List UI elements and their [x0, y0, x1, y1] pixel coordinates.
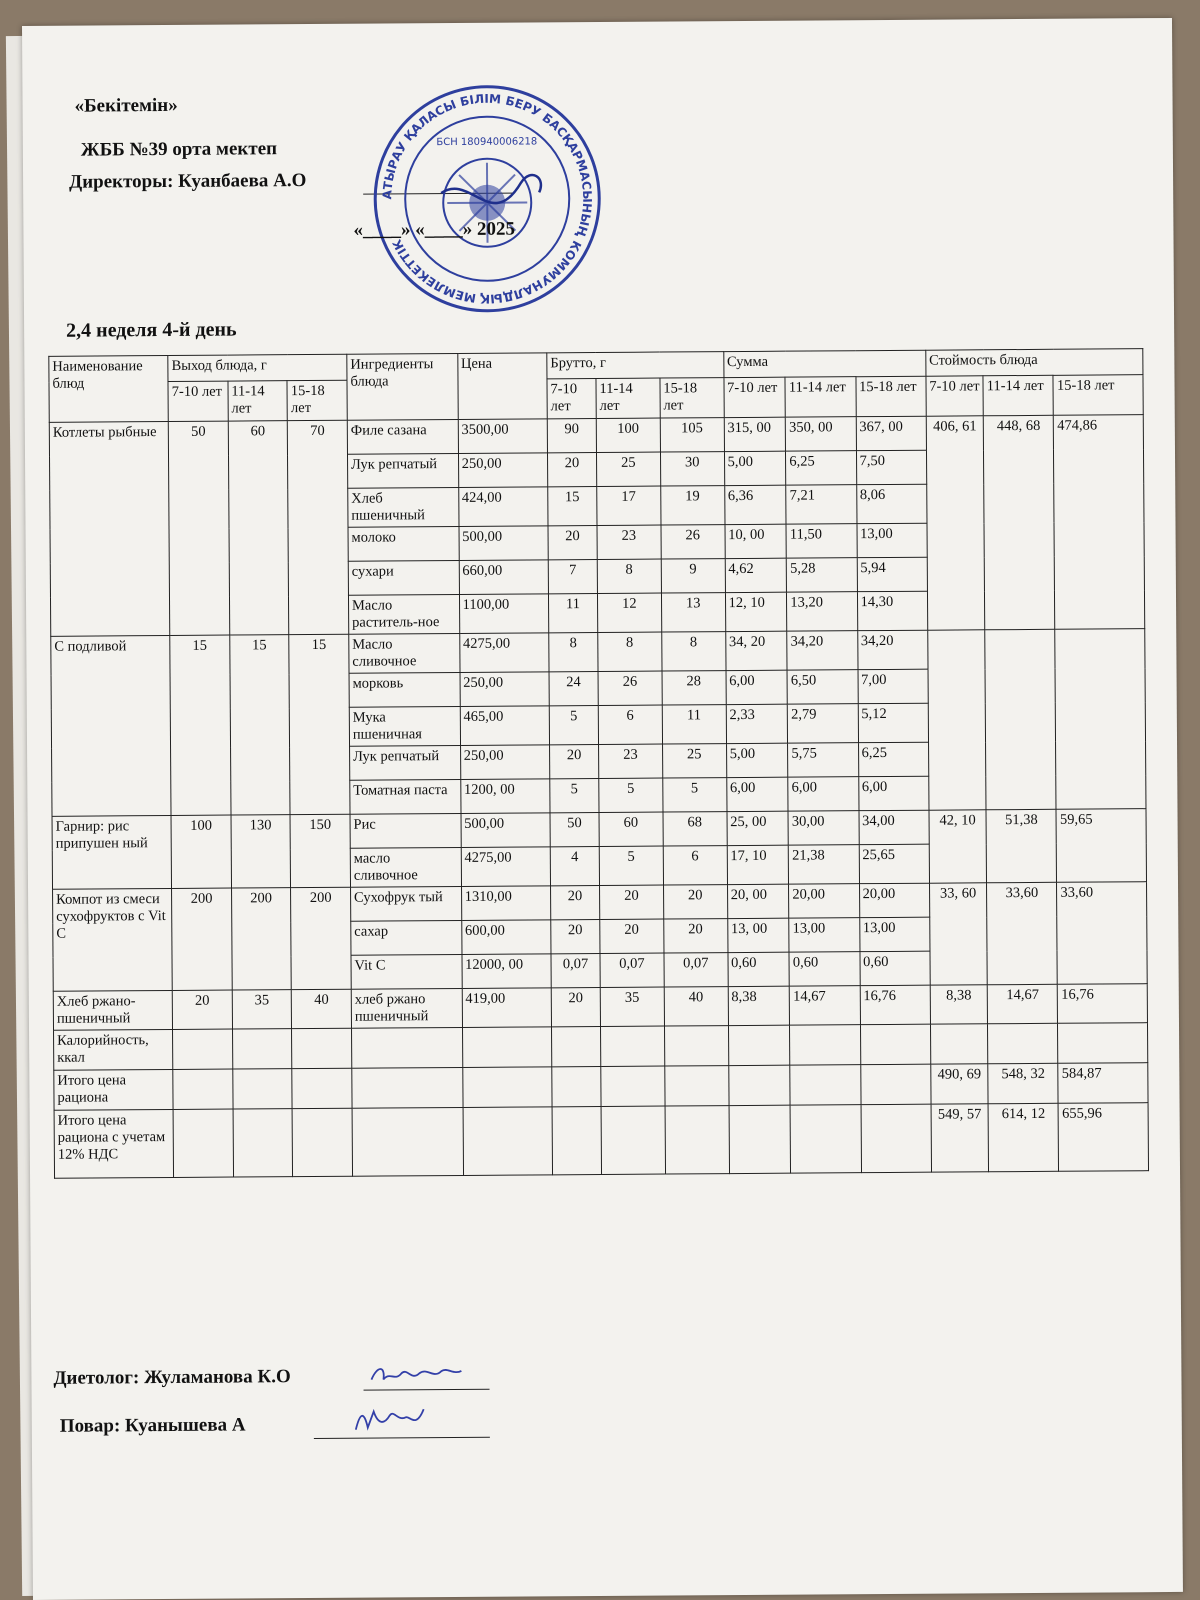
ingredient-price: 500,00 [459, 526, 549, 561]
ingredient-price: 12000, 00 [462, 954, 552, 989]
ingredient-brutto: 13 [661, 593, 725, 632]
dish-cost [928, 630, 987, 810]
ingredient-name: Мука пшеничная [349, 706, 460, 746]
ingredient-brutto: 20 [550, 744, 599, 778]
empty-cell [552, 1066, 601, 1106]
ingredient-price: 250,00 [460, 745, 550, 780]
ingredient-brutto: 30 [660, 452, 724, 486]
total-value: 548, 32 [988, 1063, 1058, 1103]
empty-cell [552, 1106, 601, 1174]
age-11-14: 11-14 лет [785, 377, 855, 417]
ingredient-brutto: 90 [547, 419, 596, 453]
empty-cell [728, 1065, 790, 1105]
dish-name: С подливой [51, 635, 171, 816]
menu-sheet [22, 18, 1183, 1600]
ingredient-sum: 6,00 [858, 776, 928, 810]
ingredient-brutto: 25 [662, 744, 726, 778]
empty-cell [790, 1025, 860, 1065]
ingredient-name: Лук репчатый [349, 745, 460, 780]
ingredient-name: Хлеб пшеничный [348, 487, 459, 527]
ingredient-brutto: 8 [597, 559, 661, 593]
total-label: Итого цена рациона с учетам 12% НДС [54, 1109, 174, 1178]
ingredient-sum: 315, 00 [724, 417, 786, 451]
ingredient-sum: 5,75 [788, 743, 858, 777]
empty-cell [462, 1027, 552, 1068]
ingredient-sum: 17, 10 [727, 845, 789, 884]
ingredient-name: Рис [350, 813, 461, 848]
ingredient-sum: 6,25 [786, 451, 856, 485]
ingredient-sum: 6,00 [726, 777, 788, 811]
ingredient-sum: 14,67 [790, 986, 860, 1025]
empty-cell [462, 1067, 552, 1108]
total-value: 490, 69 [931, 1064, 989, 1104]
ingredient-sum: 13, 00 [727, 918, 789, 952]
ingredient-brutto: 20 [550, 885, 599, 919]
ingredient-brutto: 5 [599, 778, 663, 812]
ingredient-sum: 7,00 [858, 669, 928, 703]
ingredient-price: 1200, 00 [460, 779, 550, 814]
dish-cost: 8,38 [930, 985, 988, 1024]
ingredient-brutto: 20 [663, 885, 727, 919]
dish-name: Компот из смеси сухофруктов с Vit C [53, 888, 173, 991]
ingredient-sum: 0,60 [728, 952, 790, 986]
table-row [51, 629, 1145, 676]
empty-cell [233, 1069, 293, 1109]
ingredient-brutto: 40 [664, 987, 728, 1026]
ingredient-sum: 30,00 [788, 811, 858, 845]
age-11-14: 11-14 лет [228, 381, 288, 421]
ingredient-sum: 5,00 [726, 743, 788, 777]
dietitian-signature [367, 1361, 467, 1390]
ingredient-brutto: 6 [663, 846, 727, 885]
ingredient-name: Масло раститель-ное [348, 594, 459, 634]
ingredient-name: Масло сливочное [349, 633, 460, 673]
dish-output: 60 [228, 421, 289, 635]
ingredient-sum: 6,25 [858, 742, 928, 776]
ingredient-price: 465,00 [460, 706, 550, 746]
ingredient-name: хлеб ржано пшеничный [351, 988, 462, 1028]
ingredient-brutto: 6 [598, 705, 662, 744]
header-brutto: Брутто, г [547, 352, 724, 379]
table-row [52, 809, 1146, 851]
ingredient-name: Сухофрук тый [350, 886, 461, 921]
ingredient-brutto: 23 [597, 525, 661, 559]
age-7-10: 7-10 лет [168, 381, 228, 421]
ingredient-brutto: 9 [661, 559, 725, 593]
ingredient-brutto: 15 [548, 486, 597, 525]
header-price: Цена [457, 353, 547, 420]
ingredient-brutto: 26 [598, 671, 662, 705]
ingredient-brutto: 20 [664, 919, 728, 953]
empty-cell [601, 1106, 665, 1174]
dish-name: Гарнир: рис припушен ный [52, 815, 172, 889]
official-stamp [370, 82, 604, 316]
ingredient-brutto: 17 [597, 486, 661, 525]
empty-cell [292, 1028, 352, 1068]
ingredient-brutto: 50 [550, 812, 599, 846]
age-15-18: 15-18 лет [660, 378, 724, 418]
empty-cell [665, 1066, 729, 1106]
age-11-14: 11-14 лет [983, 375, 1053, 415]
ingredient-brutto: 8 [661, 632, 725, 671]
menu-table-body [49, 415, 1148, 1179]
ingredient-brutto: 20 [547, 453, 596, 487]
ingredient-sum: 13,00 [857, 523, 927, 557]
ingredient-brutto: 11 [662, 705, 726, 744]
ingredient-name: сахар [351, 920, 462, 955]
ingredient-brutto: 5 [663, 778, 727, 812]
total-value: 584,87 [1058, 1063, 1148, 1104]
age-15-18: 15-18 лет [287, 380, 347, 420]
ingredient-sum: 16,76 [860, 985, 931, 1024]
dish-output: 70 [288, 420, 349, 634]
empty-cell [860, 1064, 931, 1104]
ingredient-brutto: 20 [551, 919, 600, 953]
ingredient-brutto: 35 [600, 987, 664, 1026]
dish-cost: 448, 68 [983, 415, 1055, 629]
ingredient-sum: 7,50 [856, 450, 926, 484]
age-7-10: 7-10 лет [926, 376, 984, 416]
ingredient-brutto: 5 [599, 846, 663, 885]
ingredient-brutto: 23 [598, 744, 662, 778]
dish-output: 15 [230, 635, 291, 815]
empty-cell [173, 1069, 233, 1109]
dish-output: 150 [290, 814, 350, 887]
ingredient-sum: 0,60 [860, 951, 930, 985]
cook-name: Повар: Куанышева А [59, 1414, 246, 1437]
dish-cost: 33,60 [987, 882, 1058, 984]
ingredient-brutto: 26 [661, 525, 725, 559]
ingredient-sum: 5,00 [724, 451, 786, 485]
dish-output: 50 [168, 421, 229, 635]
empty-cell [232, 1029, 292, 1069]
ingredient-name: сухари [348, 560, 459, 595]
ingredient-sum: 20,00 [859, 883, 929, 917]
menu-table [48, 348, 1149, 1179]
ingredient-brutto: 20 [551, 987, 600, 1026]
ingredient-sum: 13,00 [859, 917, 929, 951]
ingredient-brutto: 5 [549, 705, 598, 744]
ingredient-brutto: 12 [597, 593, 661, 632]
dish-output: 130 [231, 815, 291, 888]
ingredient-price: 3500,00 [458, 419, 548, 454]
dish-output: 15 [170, 635, 231, 815]
ingredient-sum: 25,65 [859, 844, 930, 883]
total-row [54, 1103, 1148, 1179]
ingredient-brutto: 0,07 [551, 953, 600, 987]
empty-cell [463, 1107, 553, 1176]
ingredient-brutto: 20 [548, 525, 597, 559]
stamp-ring-text: АТЫРАУ ҚАЛАСЫ БІЛІМ БЕРУ БАСҚАРМАСЫНЫҢ КОММУНАЛДЫҚ МЕМЛЕКЕТТІК [380, 91, 595, 306]
week-day-title: 2,4 неделя 4-й день [66, 318, 237, 342]
ingredient-brutto: 60 [599, 812, 663, 846]
ingredient-brutto: 7 [548, 559, 597, 593]
ingredient-brutto: 20 [599, 885, 663, 919]
ingredient-sum: 6,00 [788, 777, 858, 811]
ingredient-sum: 2,33 [726, 704, 788, 743]
ingredient-brutto: 100 [596, 418, 660, 452]
dish-cost: 16,76 [1058, 984, 1148, 1024]
dish-cost: 59,65 [1056, 809, 1146, 883]
total-value: 549, 57 [931, 1104, 989, 1172]
ingredient-sum: 6,50 [787, 670, 857, 704]
ingredient-sum: 4,62 [725, 558, 787, 592]
dish-name: Хлеб ржано-пшеничный [53, 990, 172, 1030]
empty-cell [601, 1066, 665, 1106]
empty-cell [665, 1106, 729, 1174]
ingredient-sum: 13,00 [789, 918, 859, 952]
ingredient-sum: 8,38 [728, 986, 790, 1025]
age-7-10: 7-10 лет [547, 379, 596, 419]
empty-cell [351, 1027, 462, 1068]
ingredient-sum: 12, 10 [725, 592, 787, 631]
ingredient-name: Лук репчатый [347, 453, 458, 488]
empty-cell [790, 1105, 861, 1173]
empty-cell [790, 1065, 860, 1105]
ingredient-sum: 6,00 [726, 670, 788, 704]
dish-cost: 14,67 [987, 984, 1057, 1023]
age-15-18: 15-18 лет [855, 376, 926, 416]
ingredient-price: 250,00 [458, 453, 548, 488]
ingredient-brutto: 28 [662, 671, 726, 705]
dish-cost: 33,60 [1057, 882, 1147, 985]
total-value [1058, 1023, 1148, 1064]
ingredient-price: 500,00 [461, 813, 551, 848]
empty-cell [861, 1104, 932, 1172]
cook-signature [350, 1403, 430, 1438]
ingredient-brutto: 5 [550, 778, 599, 812]
empty-cell [292, 1068, 352, 1108]
ingredient-brutto: 20 [600, 919, 664, 953]
ingredient-sum: 0,60 [789, 952, 859, 986]
header-dish: Наименование блюд [49, 355, 169, 422]
empty-cell [173, 1029, 233, 1069]
dish-output: 100 [171, 815, 231, 888]
table-row [49, 415, 1143, 457]
ingredient-name: масло сливочное [350, 847, 461, 887]
empty-cell [233, 1109, 293, 1177]
ingredient-brutto: 68 [663, 812, 727, 846]
ingredient-price: 1310,00 [461, 886, 551, 921]
table-row [53, 882, 1147, 924]
director-name: Директоры: Куанбаева А.О [69, 170, 307, 193]
total-value: 614, 12 [988, 1103, 1059, 1171]
empty-cell [292, 1108, 352, 1176]
ingredient-brutto: 25 [596, 452, 660, 486]
dish-output: 35 [232, 990, 292, 1029]
empty-cell [860, 1024, 931, 1064]
ingredient-price: 424,00 [458, 487, 548, 527]
ingredient-sum: 5,12 [858, 703, 929, 742]
header-cost: Стоймость блюда [926, 349, 1143, 377]
ingredient-name: молоко [348, 526, 459, 561]
ingredient-price: 419,00 [462, 988, 552, 1028]
ingredient-brutto: 19 [660, 486, 724, 525]
empty-cell [728, 1025, 790, 1065]
ingredient-name: морковь [349, 672, 460, 707]
ingredient-sum: 6,36 [724, 485, 786, 524]
ingredient-sum: 8,06 [856, 484, 927, 523]
dish-name: Котлеты рыбные [49, 421, 170, 636]
age-15-18: 15-18 лет [1053, 375, 1143, 416]
total-label: Калорийность, ккал [54, 1029, 173, 1070]
ingredient-brutto: 0,07 [664, 953, 728, 987]
total-label: Итого цена рациона [54, 1069, 173, 1110]
dish-cost: 51,38 [986, 809, 1057, 882]
school-name: ЖББ №39 орта мектеп [80, 138, 278, 161]
dish-output: 200 [231, 888, 291, 990]
empty-cell [600, 1026, 664, 1066]
total-value [988, 1023, 1058, 1063]
ingredient-sum: 34,20 [787, 631, 857, 670]
ingredient-price: 600,00 [461, 920, 551, 955]
total-value [930, 1024, 988, 1064]
header-output: Выход блюда, г [168, 354, 347, 381]
dish-output: 200 [172, 888, 232, 990]
ingredient-brutto: 4 [550, 846, 599, 885]
dish-output: 200 [291, 887, 351, 989]
ingredient-name: Vit C [351, 954, 462, 989]
empty-cell [173, 1109, 233, 1177]
ingredient-name: Томатная паста [350, 779, 461, 814]
ingredient-price: 250,00 [460, 672, 550, 707]
dish-output: 15 [289, 634, 350, 814]
empty-cell [664, 1026, 728, 1066]
ingredient-price: 4275,00 [461, 847, 551, 887]
ingredient-sum: 34,20 [857, 630, 928, 669]
ingredient-sum: 350, 00 [786, 417, 856, 451]
ingredient-sum: 367, 00 [856, 416, 926, 450]
ingredient-brutto: 0,07 [600, 953, 664, 987]
ingredient-sum: 25, 00 [727, 811, 789, 845]
dish-cost [985, 629, 1056, 809]
stamp-inner-text: БСН 180940006218 [436, 136, 538, 149]
approve-label: «Бекітемін» [74, 94, 178, 117]
ingredient-brutto: 11 [548, 593, 597, 632]
dish-cost: 474,86 [1054, 415, 1145, 630]
dish-cost [1055, 629, 1146, 810]
empty-cell [352, 1067, 463, 1108]
ingredient-sum: 20,00 [789, 884, 859, 918]
dish-output: 20 [172, 990, 232, 1029]
dietitian-name: Диетолог: Жуламанова К.О [53, 1366, 291, 1389]
empty-cell [729, 1105, 791, 1173]
ingredient-price: 660,00 [459, 560, 549, 595]
ingredient-sum: 13,20 [787, 592, 857, 631]
ingredient-sum: 20, 00 [727, 884, 789, 918]
dish-output: 40 [292, 989, 352, 1028]
dish-cost: 42, 10 [929, 810, 987, 883]
header-sum: Сумма [723, 350, 925, 377]
total-value: 655,96 [1058, 1103, 1148, 1172]
age-11-14: 11-14 лет [596, 378, 660, 418]
approval-date: «____» «____» 2025 [353, 218, 516, 241]
ingredient-sum: 5,94 [857, 557, 927, 591]
ingredient-sum: 7,21 [786, 485, 856, 524]
ingredient-sum: 2,79 [788, 704, 858, 743]
ingredient-sum: 5,28 [787, 558, 857, 592]
ingredient-sum: 21,38 [789, 845, 859, 884]
ingredient-sum: 14,30 [857, 591, 928, 630]
ingredient-sum: 11,50 [786, 524, 856, 558]
empty-cell [352, 1107, 463, 1176]
ingredient-brutto: 105 [660, 418, 724, 452]
empty-cell [551, 1026, 600, 1066]
ingredient-price: 1100,00 [459, 594, 549, 634]
ingredient-sum: 34,00 [859, 810, 929, 844]
dish-cost: 33, 60 [929, 883, 987, 985]
ingredient-brutto: 24 [549, 671, 598, 705]
header-ingredients: Ингредиенты блюда [347, 353, 458, 420]
ingredient-sum: 34, 20 [725, 631, 787, 670]
ingredient-brutto: 8 [598, 632, 662, 671]
ingredient-brutto: 8 [549, 632, 598, 671]
age-7-10: 7-10 лет [724, 377, 786, 417]
ingredient-price: 4275,00 [459, 633, 549, 673]
ingredient-sum: 10, 00 [725, 524, 787, 558]
dish-cost: 406, 61 [926, 416, 985, 630]
ingredient-name: Филе сазана [347, 419, 458, 454]
